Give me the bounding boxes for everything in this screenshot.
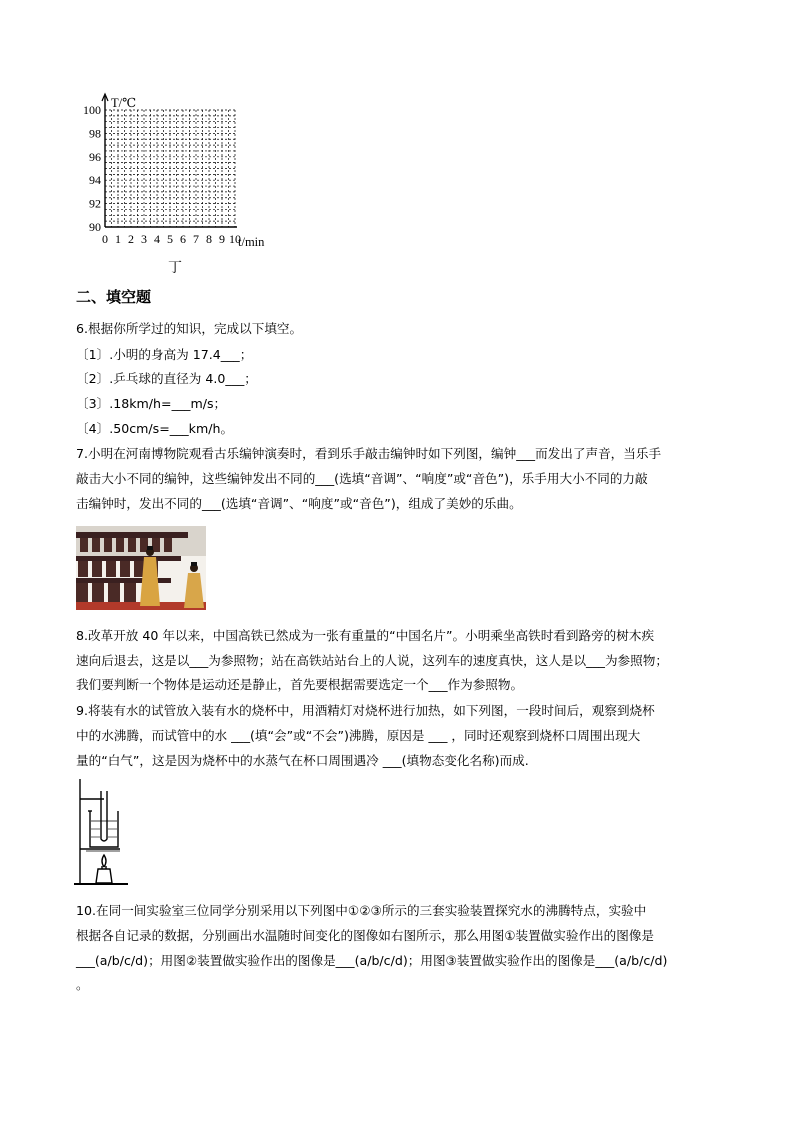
- q7-line-1: 7.小明在河南博物院观看古乐编钟演奏时，看到乐手敲击编钟时如下列图，编钟___而发出了声音，当乐手: [76, 446, 662, 461]
- section-title: 二、填空题: [76, 288, 152, 306]
- x-tick-label: 0: [102, 232, 108, 246]
- q8-line-3: 我们要判断一个物体是运动还是静止，首先要根据需要选定一个___作为参照物。: [76, 677, 524, 692]
- y-tick-label: 92: [89, 196, 101, 211]
- q8-line-1: 8.改革开放 40 年以来，中国高铁已然成为一张有重量的“中国名片”。小明乘坐高铁时看到路旁的树木疾: [76, 628, 655, 643]
- q7-line-2: 敲击大小不同的编钟，这些编钟发出不同的___(选填“音调”、“响度”或“音色”)，乐手用大小不同的力敲: [76, 471, 648, 486]
- q10-line-2: 根据各自记录的数据，分别画出水温随时间变化的图像如右图所示，那么用图①装置做实验作出的图像是: [76, 928, 655, 943]
- y-tick-label: 90: [89, 220, 101, 234]
- x-tick-label: 2: [128, 232, 134, 246]
- q6-item-4: 〔4〕.50cm/s=___km/h。: [76, 421, 234, 436]
- q7-line-3: 击编钟时，发出不同的___(选填“音调”、“响度”或“音色”)，组成了美妙的乐曲。: [76, 496, 522, 511]
- bianzhong-photo: [76, 526, 206, 610]
- q10-line-4: 。: [76, 977, 89, 992]
- x-tick-label: 3: [141, 232, 147, 246]
- q6-stem: 6.根据你所学过的知识，完成以下填空。: [76, 321, 303, 336]
- q10-line-1: 10.在同一间实验室三位同学分别采用以下列图中①②③所示的三套实验装置探究水的沸腾特点，实验中: [76, 903, 647, 918]
- q10-line-3: ___(a/b/c/d)；用图②装置做实验作出的图像是___(a/b/c/d)；用图③装置做实验作出的图像是___(a/b/c/d): [76, 953, 668, 968]
- x-tick-label: 10: [229, 232, 241, 246]
- q6-item-3: 〔3〕.18km/h=___m/s；: [76, 396, 227, 411]
- q9-line-2: 中的水沸腾，而试管中的水 ___(填“会”或“不会”)沸腾，原因是 ___ ，同时还观察到烧杯口周围出现大: [76, 728, 641, 743]
- y-tick-label: 100: [83, 103, 101, 117]
- q8-line-2: 速向后退去，这是以___为参照物；站在高铁站站台上的人说，这列车的速度真快，这人是以___为参照物；: [76, 653, 668, 668]
- boiling-apparatus-diagram: [74, 777, 130, 889]
- x-tick-label: 8: [206, 232, 212, 246]
- q6-item-1: 〔1〕.小明的身高为 17.4___；: [76, 347, 253, 362]
- q6-item-2: 〔2〕.乒乓球的直径为 4.0___；: [76, 371, 257, 386]
- q9-line-1: 9.将装有水的试管放入装有水的烧杯中，用酒精灯对烧杯进行加热，如下列图，一段时间后，观察到烧杯: [76, 703, 655, 718]
- figure-caption: 丁: [168, 260, 182, 276]
- x-tick-label: 7: [193, 232, 199, 246]
- y-tick-label: 96: [89, 149, 101, 164]
- x-tick-label: 4: [154, 232, 160, 246]
- y-axis-label: T/℃: [111, 96, 137, 110]
- q9-line-3: 量的“白气”，这是因为烧杯中的水蒸气在杯口周围遇冷 ___(填物态变化名称)而成.: [76, 753, 529, 768]
- x-tick-label: 1: [115, 232, 121, 246]
- x-axis-label: t/min: [238, 235, 265, 249]
- y-tick-label: 98: [89, 126, 101, 141]
- x-tick-label: 9: [219, 232, 225, 246]
- x-tick-label: 6: [180, 232, 186, 246]
- y-tick-label: 94: [89, 173, 101, 188]
- temperature-time-grid: [70, 84, 280, 254]
- x-tick-label: 5: [167, 232, 173, 246]
